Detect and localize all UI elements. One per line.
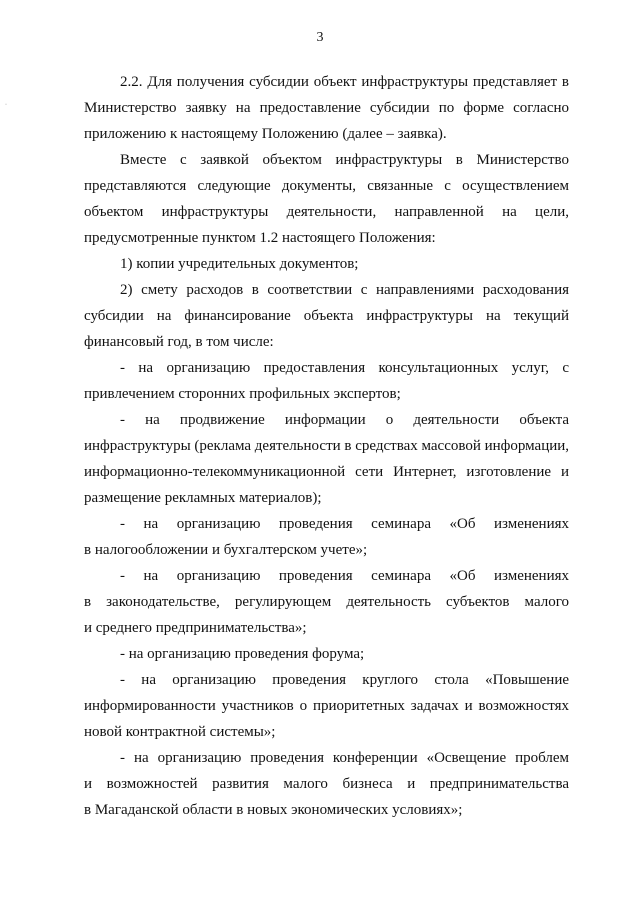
text-line: Вместе с заявкой объектом инфраструктуры в Министерство [120,152,569,168]
text-line: объектом инфраструктуры деятельности, направленной на цели, [84,204,569,220]
text-line: информированности участников о приоритетных задачах и возможностях [84,698,569,714]
text-line: Министерство заявку на предоставление субсидии по форме согласно [84,100,569,116]
text-line: - на организацию предоставления консультационных услуг, с [120,360,569,376]
text-line: привлечением сторонних профильных экспертов; [84,386,401,402]
text-line: и возможностей развития малого бизнеса и предпринимательства [84,776,569,792]
text-line: в налогообложении и бухгалтерском учете»; [84,542,368,558]
text-line: - на организацию проведения семинара «Об изменениях [120,516,569,532]
text-line: субсидии на финансирование объекта инфраструктуры на текущий [84,308,569,324]
text-line: размещение рекламных материалов); [84,490,322,506]
text-line: в законодательстве, регулирующем деятельность субъектов малого [84,594,569,610]
text-line: инфраструктуры (реклама деятельности в средствах массовой информации, [84,438,570,454]
text-line: новой контрактной системы»; [84,724,276,740]
document-body [84,69,569,823]
text-line: предусмотренные пунктом 1.2 настоящего Положения: [84,230,436,246]
margin-mark: · [5,102,7,108]
text-line: представляются следующие документы, связанные с осуществлением [84,178,569,194]
text-line: - на организацию проведения конференции «Освещение проблем [120,750,569,766]
text-line: приложению к настоящему Положению (далее – заявка). [84,126,447,142]
text-line: в Магаданской области в новых экономических условиях»; [84,802,463,818]
text-line: финансовый год, в том числе: [84,334,274,350]
text-line: 1) копии учредительных документов; [120,256,359,272]
text-line: информационно-телекоммуникационной сети Интернет, изготовление и [84,464,569,480]
text-line: 2.2. Для получения субсидии объект инфраструктуры представляет в [120,74,569,90]
page-number: 3 [316,30,324,45]
text-line: - на организацию проведения круглого стола «Повышение [120,672,569,688]
text-line: - на организацию проведения семинара «Об изменениях [120,568,569,584]
text-line: - на организацию проведения форума; [120,646,365,662]
text-line: 2) смету расходов в соответствии с направлениями расходования [120,282,569,298]
text-line: и среднего предпринимательства»; [84,620,307,636]
text-line: - на продвижение информации о деятельности объекта [120,412,569,428]
